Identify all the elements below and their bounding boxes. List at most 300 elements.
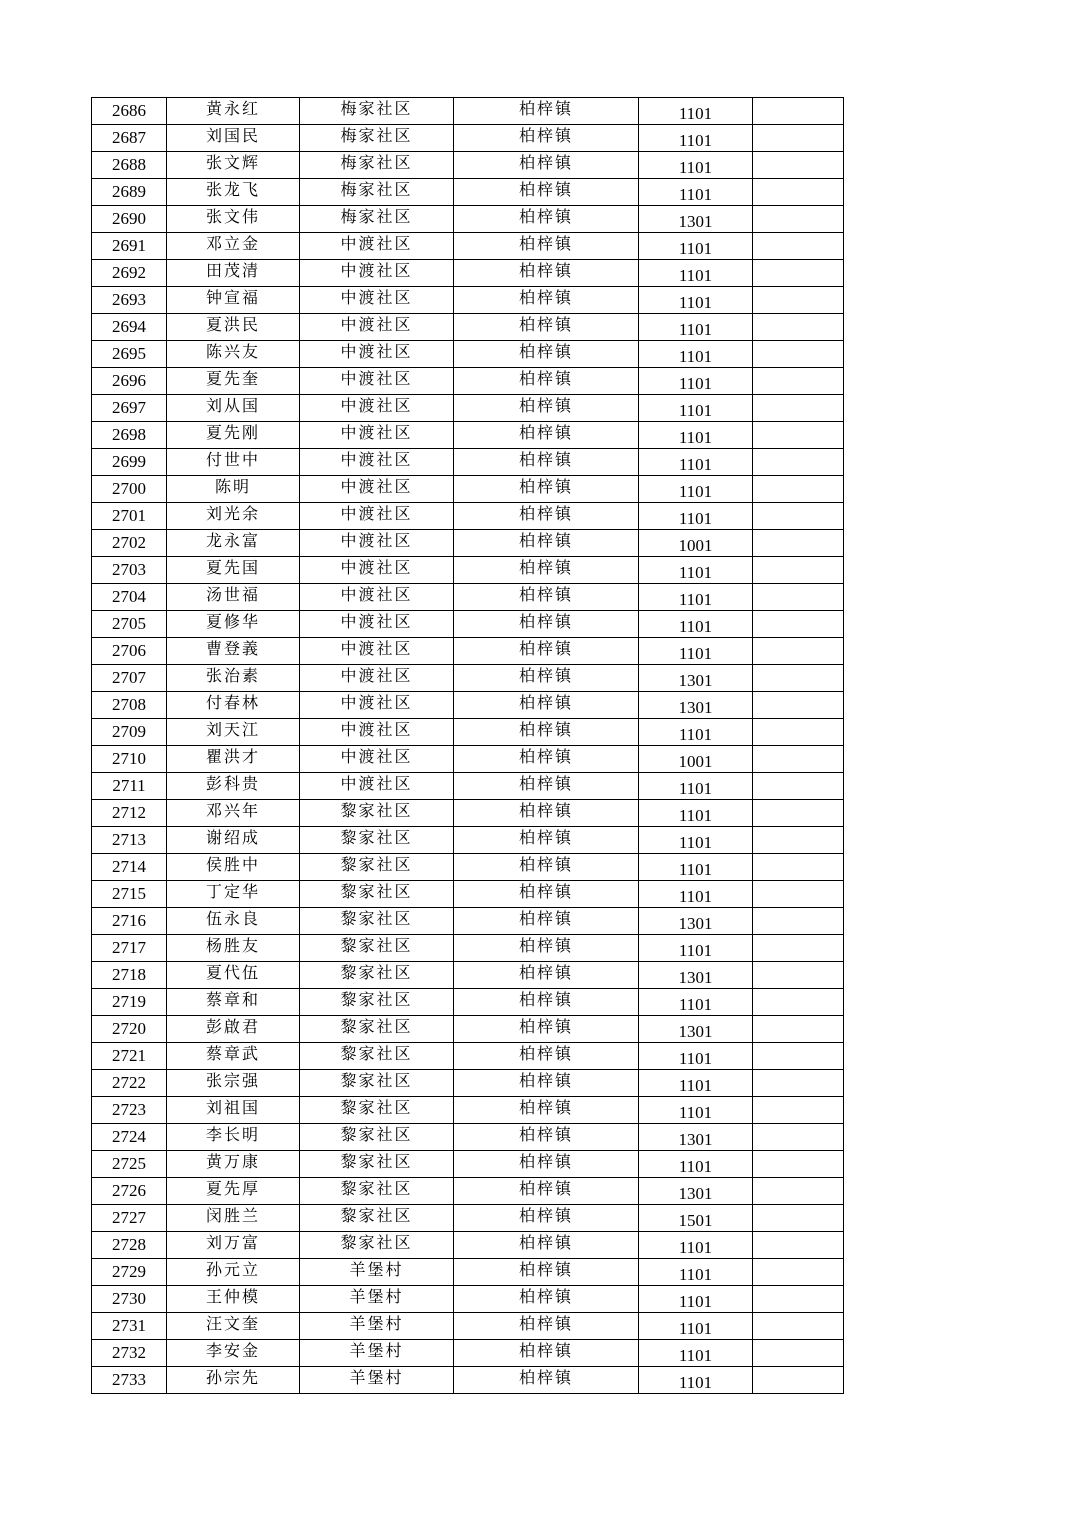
remarks-cell [753, 476, 844, 503]
remarks-cell [753, 854, 844, 881]
town-cell: 柏梓镇 [454, 935, 639, 962]
row-number-cell: 2729 [92, 1259, 167, 1286]
row-number-cell: 2705 [92, 611, 167, 638]
person-name-cell: 龙永富 [167, 530, 300, 557]
code-cell: 1101 [639, 395, 753, 422]
town-cell: 柏梓镇 [454, 341, 639, 368]
row-number-cell: 2708 [92, 692, 167, 719]
person-name-cell: 刘从国 [167, 395, 300, 422]
remarks-cell [753, 179, 844, 206]
row-number-cell: 2731 [92, 1313, 167, 1340]
code-cell: 1101 [639, 125, 753, 152]
person-name-cell: 夏先国 [167, 557, 300, 584]
community-cell: 黎家社区 [300, 908, 454, 935]
town-cell: 柏梓镇 [454, 1232, 639, 1259]
remarks-cell [753, 611, 844, 638]
table-row [92, 773, 844, 800]
table-row [92, 179, 844, 206]
person-name-cell: 李安金 [167, 1340, 300, 1367]
table-row [92, 611, 844, 638]
table-row [92, 341, 844, 368]
community-cell: 黎家社区 [300, 1232, 454, 1259]
remarks-cell [753, 773, 844, 800]
town-cell: 柏梓镇 [454, 1259, 639, 1286]
remarks-cell [753, 557, 844, 584]
remarks-cell [753, 1178, 844, 1205]
table-row [92, 125, 844, 152]
town-cell: 柏梓镇 [454, 1016, 639, 1043]
table-row [92, 665, 844, 692]
remarks-cell [753, 287, 844, 314]
table-row [92, 1178, 844, 1205]
community-cell: 中渡社区 [300, 395, 454, 422]
person-name-cell: 丁定华 [167, 881, 300, 908]
town-cell: 柏梓镇 [454, 125, 639, 152]
table-row [92, 584, 844, 611]
row-number-cell: 2728 [92, 1232, 167, 1259]
town-cell: 柏梓镇 [454, 1097, 639, 1124]
person-name-cell: 蔡章和 [167, 989, 300, 1016]
table-row [92, 152, 844, 179]
remarks-cell [753, 692, 844, 719]
table-row [92, 1232, 844, 1259]
table-row [92, 476, 844, 503]
remarks-cell [753, 1286, 844, 1313]
remarks-cell [753, 1070, 844, 1097]
table-row [92, 962, 844, 989]
community-cell: 中渡社区 [300, 449, 454, 476]
code-cell: 1101 [639, 584, 753, 611]
row-number-cell: 2727 [92, 1205, 167, 1232]
community-cell: 中渡社区 [300, 314, 454, 341]
remarks-cell [753, 1313, 844, 1340]
remarks-cell [753, 1340, 844, 1367]
town-cell: 柏梓镇 [454, 179, 639, 206]
row-number-cell: 2693 [92, 287, 167, 314]
row-number-cell: 2722 [92, 1070, 167, 1097]
community-cell: 黎家社区 [300, 1205, 454, 1232]
row-number-cell: 2699 [92, 449, 167, 476]
table-row [92, 1313, 844, 1340]
remarks-cell [753, 1016, 844, 1043]
remarks-cell [753, 1259, 844, 1286]
remarks-cell [753, 314, 844, 341]
community-cell: 梅家社区 [300, 125, 454, 152]
person-name-cell: 夏先厚 [167, 1178, 300, 1205]
code-cell: 1101 [639, 179, 753, 206]
code-cell: 1101 [639, 1043, 753, 1070]
community-cell: 黎家社区 [300, 962, 454, 989]
community-cell: 梅家社区 [300, 179, 454, 206]
remarks-cell [753, 827, 844, 854]
row-number-cell: 2697 [92, 395, 167, 422]
remarks-cell [753, 125, 844, 152]
code-cell: 1101 [639, 287, 753, 314]
code-cell: 1301 [639, 1016, 753, 1043]
person-name-cell: 夏修华 [167, 611, 300, 638]
row-number-cell: 2717 [92, 935, 167, 962]
remarks-cell [753, 449, 844, 476]
code-cell: 1101 [639, 935, 753, 962]
table-row [92, 827, 844, 854]
person-name-cell: 黄万康 [167, 1151, 300, 1178]
town-cell: 柏梓镇 [454, 368, 639, 395]
town-cell: 柏梓镇 [454, 1340, 639, 1367]
code-cell: 1101 [639, 98, 753, 125]
row-number-cell: 2701 [92, 503, 167, 530]
community-cell: 羊堡村 [300, 1340, 454, 1367]
code-cell: 1101 [639, 1232, 753, 1259]
table-row [92, 854, 844, 881]
row-number-cell: 2730 [92, 1286, 167, 1313]
row-number-cell: 2710 [92, 746, 167, 773]
code-cell: 1101 [639, 341, 753, 368]
person-name-cell: 汤世福 [167, 584, 300, 611]
table-row [92, 638, 844, 665]
code-cell: 1101 [639, 881, 753, 908]
table-row [92, 1286, 844, 1313]
table-row [92, 719, 844, 746]
row-number-cell: 2696 [92, 368, 167, 395]
town-cell: 柏梓镇 [454, 638, 639, 665]
table-row [92, 368, 844, 395]
person-name-cell: 侯胜中 [167, 854, 300, 881]
town-cell: 柏梓镇 [454, 719, 639, 746]
person-name-cell: 夏先奎 [167, 368, 300, 395]
row-number-cell: 2733 [92, 1367, 167, 1394]
person-name-cell: 夏洪民 [167, 314, 300, 341]
row-number-cell: 2732 [92, 1340, 167, 1367]
town-cell: 柏梓镇 [454, 287, 639, 314]
table-row [92, 98, 844, 125]
row-number-cell: 2724 [92, 1124, 167, 1151]
table-row [92, 1016, 844, 1043]
row-number-cell: 2707 [92, 665, 167, 692]
code-cell: 1101 [639, 1259, 753, 1286]
person-name-cell: 刘万富 [167, 1232, 300, 1259]
town-cell: 柏梓镇 [454, 260, 639, 287]
community-cell: 中渡社区 [300, 719, 454, 746]
table-row [92, 314, 844, 341]
town-cell: 柏梓镇 [454, 557, 639, 584]
community-cell: 黎家社区 [300, 935, 454, 962]
row-number-cell: 2713 [92, 827, 167, 854]
row-number-cell: 2692 [92, 260, 167, 287]
town-cell: 柏梓镇 [454, 206, 639, 233]
remarks-cell [753, 746, 844, 773]
row-number-cell: 2712 [92, 800, 167, 827]
row-number-cell: 2702 [92, 530, 167, 557]
community-cell: 黎家社区 [300, 1070, 454, 1097]
table-row [92, 206, 844, 233]
community-cell: 中渡社区 [300, 476, 454, 503]
community-cell: 中渡社区 [300, 611, 454, 638]
person-name-cell: 彭啟君 [167, 1016, 300, 1043]
person-name-cell: 蔡章武 [167, 1043, 300, 1070]
person-name-cell: 黄永红 [167, 98, 300, 125]
remarks-cell [753, 881, 844, 908]
code-cell: 1101 [639, 1151, 753, 1178]
code-cell: 1101 [639, 449, 753, 476]
table-row [92, 1070, 844, 1097]
row-number-cell: 2694 [92, 314, 167, 341]
remarks-cell [753, 665, 844, 692]
town-cell: 柏梓镇 [454, 233, 639, 260]
town-cell: 柏梓镇 [454, 1367, 639, 1394]
town-cell: 柏梓镇 [454, 800, 639, 827]
table-row [92, 503, 844, 530]
row-number-cell: 2703 [92, 557, 167, 584]
town-cell: 柏梓镇 [454, 746, 639, 773]
table-row [92, 260, 844, 287]
community-cell: 中渡社区 [300, 260, 454, 287]
roster-body [92, 98, 844, 1394]
remarks-cell [753, 98, 844, 125]
code-cell: 1101 [639, 1286, 753, 1313]
remarks-cell [753, 341, 844, 368]
row-number-cell: 2726 [92, 1178, 167, 1205]
code-cell: 1101 [639, 989, 753, 1016]
person-name-cell: 张治素 [167, 665, 300, 692]
row-number-cell: 2698 [92, 422, 167, 449]
row-number-cell: 2716 [92, 908, 167, 935]
remarks-cell [753, 206, 844, 233]
code-cell: 1101 [639, 152, 753, 179]
remarks-cell [753, 800, 844, 827]
table-row [92, 449, 844, 476]
table-row [92, 1367, 844, 1394]
code-cell: 1101 [639, 1313, 753, 1340]
code-cell: 1101 [639, 719, 753, 746]
person-name-cell: 张文辉 [167, 152, 300, 179]
person-name-cell: 邓兴年 [167, 800, 300, 827]
remarks-cell [753, 1151, 844, 1178]
person-name-cell: 瞿洪才 [167, 746, 300, 773]
code-cell: 1301 [639, 206, 753, 233]
person-name-cell: 刘国民 [167, 125, 300, 152]
remarks-cell [753, 962, 844, 989]
row-number-cell: 2709 [92, 719, 167, 746]
community-cell: 羊堡村 [300, 1286, 454, 1313]
code-cell: 1101 [639, 638, 753, 665]
community-cell: 中渡社区 [300, 692, 454, 719]
table-row [92, 935, 844, 962]
code-cell: 1101 [639, 557, 753, 584]
community-cell: 中渡社区 [300, 422, 454, 449]
table-row [92, 1151, 844, 1178]
code-cell: 1101 [639, 233, 753, 260]
code-cell: 1301 [639, 665, 753, 692]
community-cell: 黎家社区 [300, 989, 454, 1016]
person-name-cell: 邓立金 [167, 233, 300, 260]
remarks-cell [753, 584, 844, 611]
row-number-cell: 2691 [92, 233, 167, 260]
town-cell: 柏梓镇 [454, 1313, 639, 1340]
community-cell: 羊堡村 [300, 1259, 454, 1286]
code-cell: 1101 [639, 314, 753, 341]
town-cell: 柏梓镇 [454, 692, 639, 719]
town-cell: 柏梓镇 [454, 773, 639, 800]
code-cell: 1101 [639, 260, 753, 287]
code-cell: 1301 [639, 962, 753, 989]
community-cell: 羊堡村 [300, 1313, 454, 1340]
row-number-cell: 2686 [92, 98, 167, 125]
person-name-cell: 张文伟 [167, 206, 300, 233]
community-cell: 中渡社区 [300, 341, 454, 368]
code-cell: 1001 [639, 746, 753, 773]
person-name-cell: 付世中 [167, 449, 300, 476]
community-cell: 黎家社区 [300, 1178, 454, 1205]
table-row [92, 692, 844, 719]
person-name-cell: 伍永良 [167, 908, 300, 935]
person-name-cell: 王仲模 [167, 1286, 300, 1313]
town-cell: 柏梓镇 [454, 827, 639, 854]
table-row [92, 1340, 844, 1367]
remarks-cell [753, 152, 844, 179]
row-number-cell: 2725 [92, 1151, 167, 1178]
person-name-cell: 闵胜兰 [167, 1205, 300, 1232]
remarks-cell [753, 719, 844, 746]
code-cell: 1101 [639, 476, 753, 503]
table-row [92, 908, 844, 935]
code-cell: 1301 [639, 692, 753, 719]
person-name-cell: 夏先刚 [167, 422, 300, 449]
remarks-cell [753, 1097, 844, 1124]
table-row [92, 422, 844, 449]
person-name-cell: 付春林 [167, 692, 300, 719]
code-cell: 1101 [639, 611, 753, 638]
row-number-cell: 2723 [92, 1097, 167, 1124]
code-cell: 1101 [639, 1070, 753, 1097]
person-name-cell: 孙元立 [167, 1259, 300, 1286]
community-cell: 梅家社区 [300, 152, 454, 179]
remarks-cell [753, 935, 844, 962]
row-number-cell: 2700 [92, 476, 167, 503]
roster-table [91, 97, 844, 1394]
row-number-cell: 2720 [92, 1016, 167, 1043]
town-cell: 柏梓镇 [454, 1151, 639, 1178]
town-cell: 柏梓镇 [454, 1205, 639, 1232]
community-cell: 黎家社区 [300, 1016, 454, 1043]
person-name-cell: 彭科贵 [167, 773, 300, 800]
code-cell: 1101 [639, 503, 753, 530]
code-cell: 1101 [639, 800, 753, 827]
person-name-cell: 张宗强 [167, 1070, 300, 1097]
town-cell: 柏梓镇 [454, 530, 639, 557]
community-cell: 中渡社区 [300, 233, 454, 260]
community-cell: 黎家社区 [300, 800, 454, 827]
community-cell: 黎家社区 [300, 1124, 454, 1151]
town-cell: 柏梓镇 [454, 989, 639, 1016]
table-row [92, 287, 844, 314]
code-cell: 1101 [639, 773, 753, 800]
remarks-cell [753, 368, 844, 395]
town-cell: 柏梓镇 [454, 665, 639, 692]
person-name-cell: 刘祖国 [167, 1097, 300, 1124]
table-row [92, 989, 844, 1016]
person-name-cell: 夏代伍 [167, 962, 300, 989]
person-name-cell: 孙宗先 [167, 1367, 300, 1394]
person-name-cell: 汪文奎 [167, 1313, 300, 1340]
community-cell: 梅家社区 [300, 98, 454, 125]
row-number-cell: 2688 [92, 152, 167, 179]
town-cell: 柏梓镇 [454, 1043, 639, 1070]
code-cell: 1301 [639, 1178, 753, 1205]
remarks-cell [753, 233, 844, 260]
table-row [92, 1205, 844, 1232]
person-name-cell: 杨胜友 [167, 935, 300, 962]
community-cell: 中渡社区 [300, 368, 454, 395]
code-cell: 1101 [639, 1340, 753, 1367]
remarks-cell [753, 1124, 844, 1151]
person-name-cell: 张龙飞 [167, 179, 300, 206]
remarks-cell [753, 1232, 844, 1259]
row-number-cell: 2718 [92, 962, 167, 989]
community-cell: 黎家社区 [300, 881, 454, 908]
table-row [92, 233, 844, 260]
person-name-cell: 钟宣福 [167, 287, 300, 314]
table-row [92, 881, 844, 908]
town-cell: 柏梓镇 [454, 503, 639, 530]
person-name-cell: 刘天江 [167, 719, 300, 746]
remarks-cell [753, 503, 844, 530]
row-number-cell: 2687 [92, 125, 167, 152]
row-number-cell: 2721 [92, 1043, 167, 1070]
remarks-cell [753, 989, 844, 1016]
table-row [92, 530, 844, 557]
community-cell: 黎家社区 [300, 1043, 454, 1070]
person-name-cell: 陈兴友 [167, 341, 300, 368]
remarks-cell [753, 1367, 844, 1394]
row-number-cell: 2715 [92, 881, 167, 908]
remarks-cell [753, 530, 844, 557]
person-name-cell: 李长明 [167, 1124, 300, 1151]
person-name-cell: 陈明 [167, 476, 300, 503]
town-cell: 柏梓镇 [454, 152, 639, 179]
town-cell: 柏梓镇 [454, 908, 639, 935]
code-cell: 1301 [639, 1124, 753, 1151]
row-number-cell: 2714 [92, 854, 167, 881]
person-name-cell: 谢绍成 [167, 827, 300, 854]
code-cell: 1301 [639, 908, 753, 935]
town-cell: 柏梓镇 [454, 584, 639, 611]
code-cell: 1101 [639, 1367, 753, 1394]
community-cell: 中渡社区 [300, 557, 454, 584]
town-cell: 柏梓镇 [454, 1124, 639, 1151]
town-cell: 柏梓镇 [454, 1286, 639, 1313]
community-cell: 中渡社区 [300, 746, 454, 773]
remarks-cell [753, 1043, 844, 1070]
code-cell: 1101 [639, 827, 753, 854]
row-number-cell: 2695 [92, 341, 167, 368]
row-number-cell: 2704 [92, 584, 167, 611]
community-cell: 中渡社区 [300, 503, 454, 530]
person-name-cell: 刘光余 [167, 503, 300, 530]
row-number-cell: 2689 [92, 179, 167, 206]
table-row [92, 746, 844, 773]
community-cell: 中渡社区 [300, 773, 454, 800]
town-cell: 柏梓镇 [454, 854, 639, 881]
table-row [92, 800, 844, 827]
community-cell: 中渡社区 [300, 665, 454, 692]
town-cell: 柏梓镇 [454, 1070, 639, 1097]
code-cell: 1101 [639, 422, 753, 449]
table-row [92, 395, 844, 422]
row-number-cell: 2690 [92, 206, 167, 233]
town-cell: 柏梓镇 [454, 611, 639, 638]
remarks-cell [753, 638, 844, 665]
row-number-cell: 2719 [92, 989, 167, 1016]
